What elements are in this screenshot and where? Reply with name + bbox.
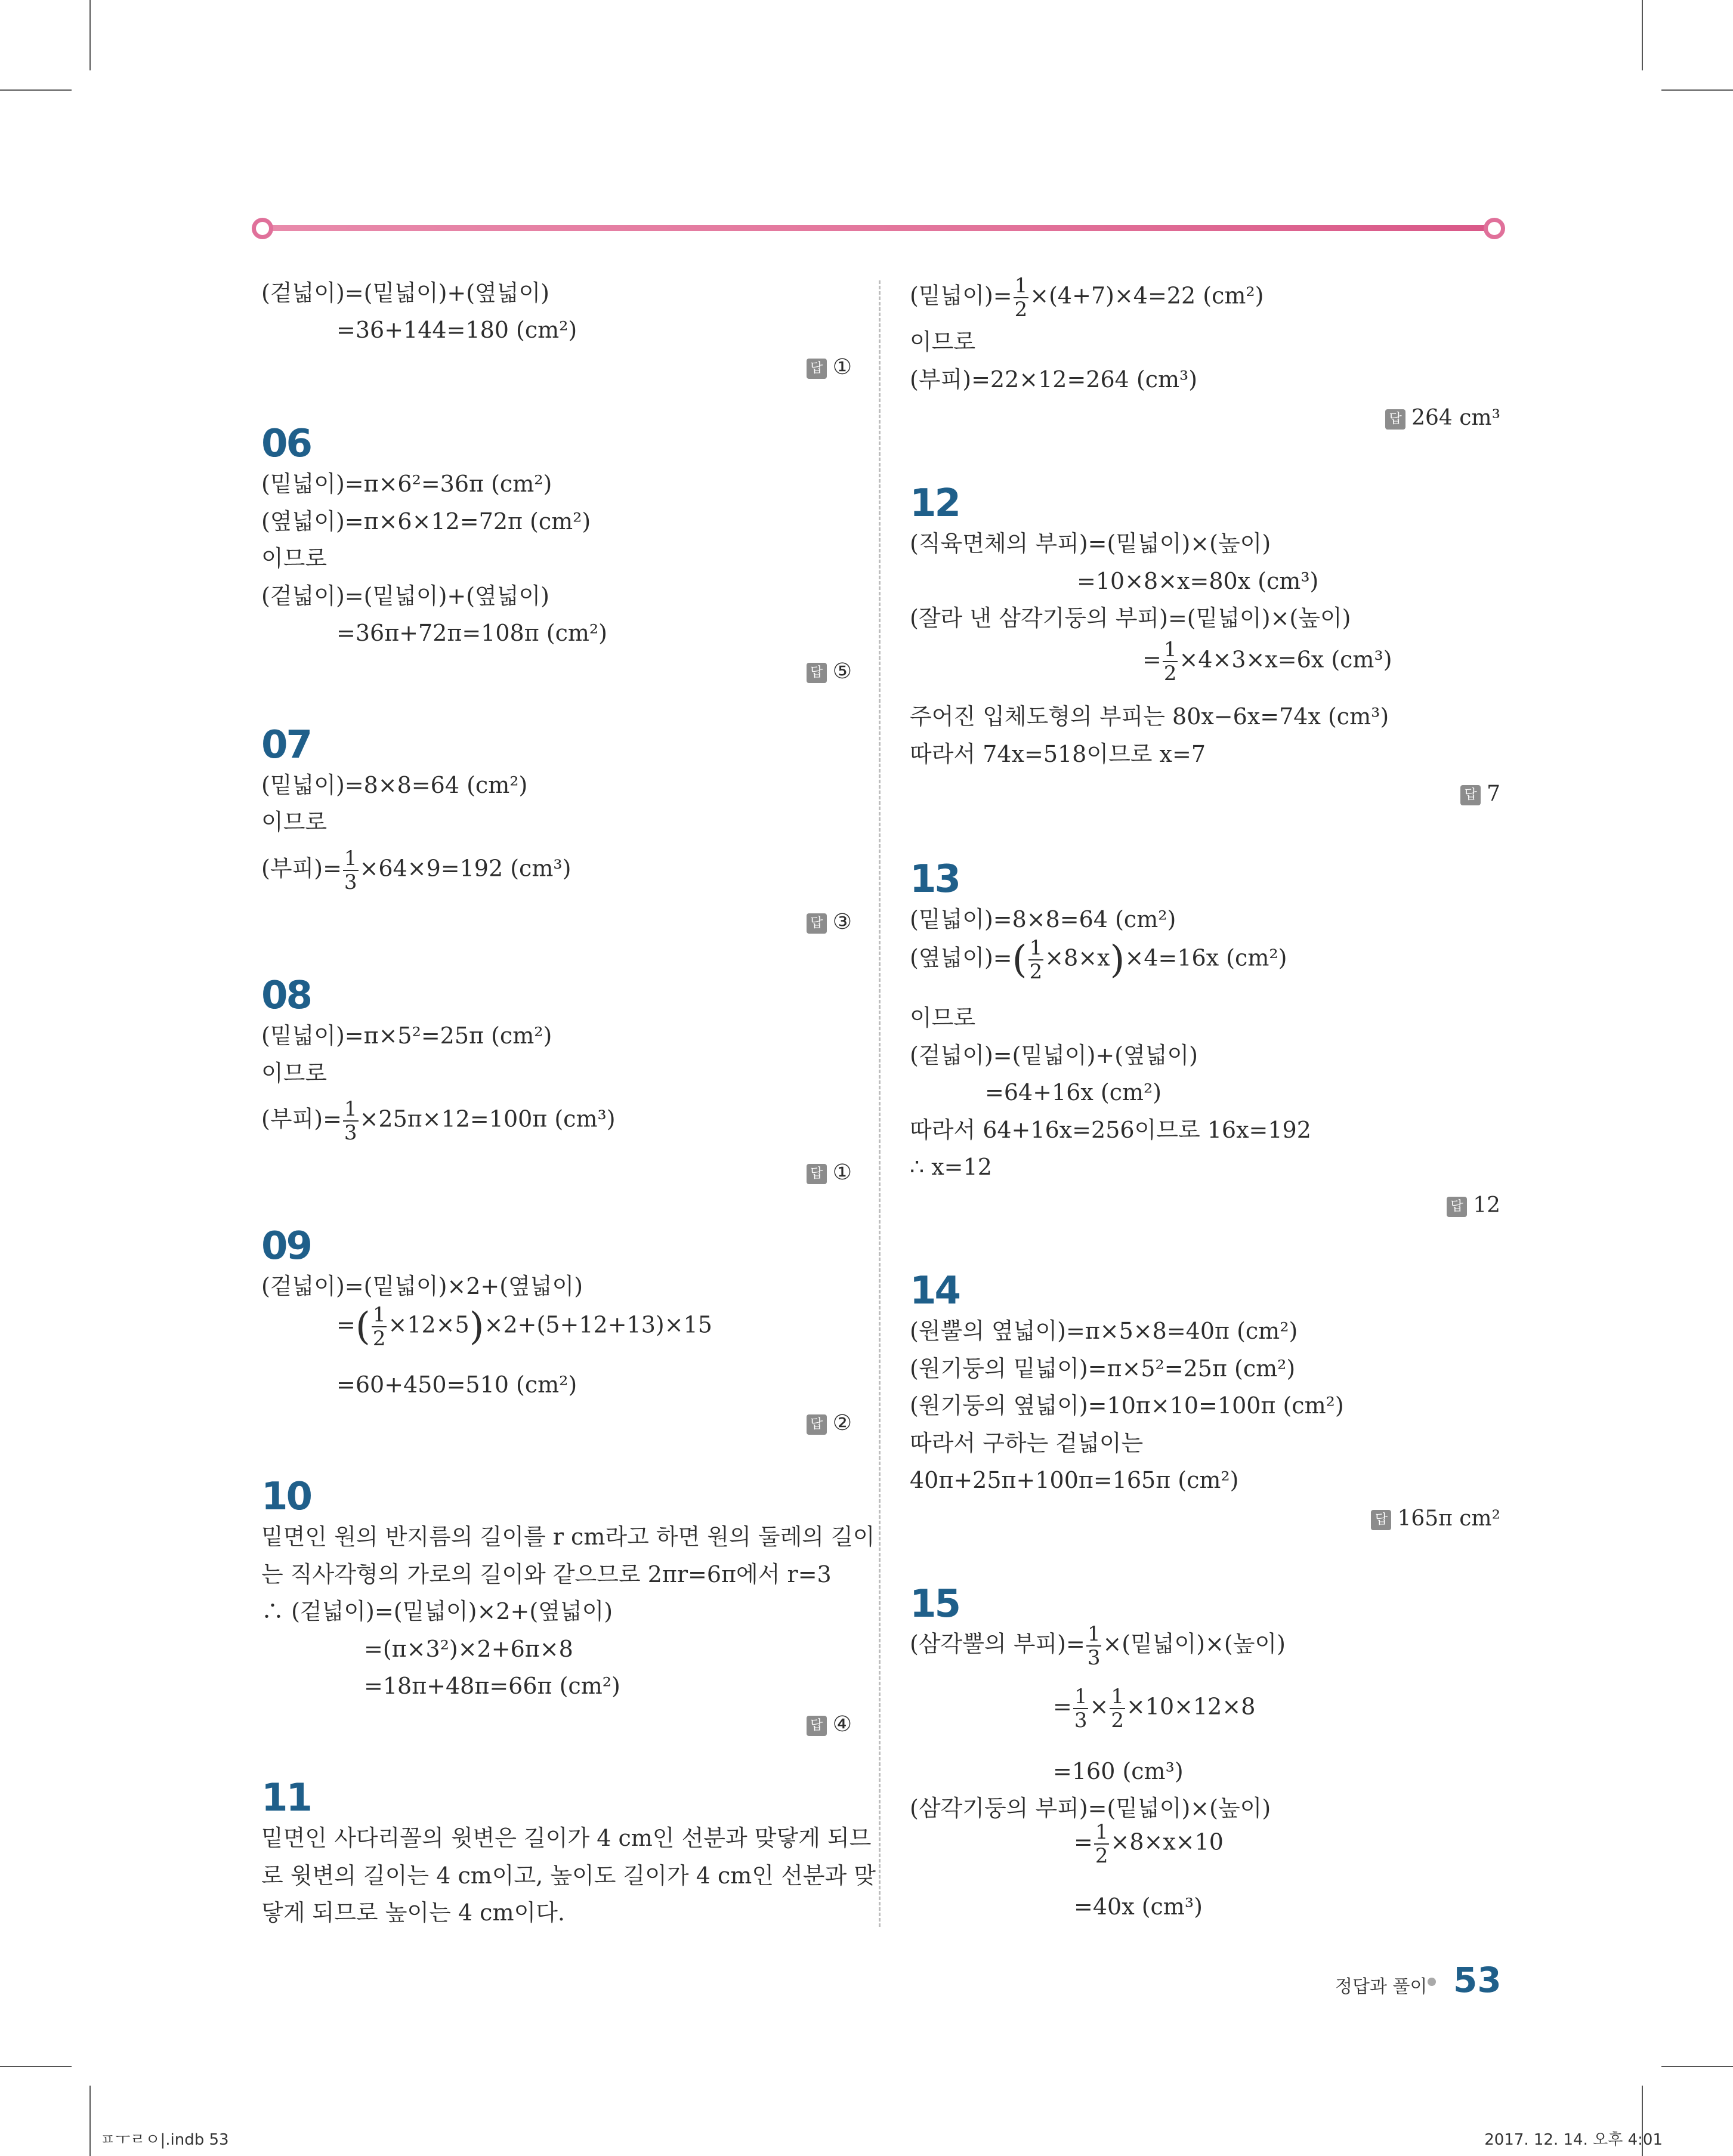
crop-mark — [1642, 0, 1643, 70]
text-segment: ×4=16x (cm²) — [1125, 944, 1287, 971]
text-segment: = — [1142, 646, 1161, 673]
answer — [807, 1411, 852, 1435]
solution-line: (밑넓이)=π×5²=25π (cm²) — [261, 1023, 552, 1049]
text-segment: (옆넓이)= — [910, 944, 1012, 971]
answer-value: 12 — [1473, 1193, 1500, 1218]
solution-line: 이므로 — [261, 809, 328, 835]
solution-line: (겉넓이)=(밑넓이)+(옆넓이) — [261, 583, 550, 609]
text-segment: (부피)= — [261, 1105, 342, 1132]
solution-line: (옆넓이)=π×6×12=72π (cm²) — [261, 508, 591, 535]
solution-line: =(π×3²)×2+6π×8 — [364, 1636, 573, 1662]
solution-line: =18π+48π=66π (cm²) — [364, 1673, 620, 1699]
numerator: 1 — [372, 1303, 386, 1327]
fraction — [1028, 938, 1044, 982]
solution-line: =40x (cm³) — [1074, 1894, 1203, 1920]
solution-line: 는 직사각형의 가로의 길이와 같으므로 2πr=6π에서 r=3 — [261, 1561, 832, 1587]
fraction — [1094, 1822, 1110, 1866]
question-number: 12 — [910, 481, 960, 526]
solution-line: 주어진 입체도형의 부피는 80x−6x=74x (cm³) — [910, 703, 1389, 730]
solution-line: =36+144=180 (cm²) — [336, 317, 577, 343]
solution-line: 이므로 — [910, 1005, 976, 1031]
solution-line: (겉넓이)=(밑넓이)+(옆넓이) — [910, 1042, 1198, 1068]
text-segment: ×8×x×10 — [1110, 1828, 1224, 1855]
print-file-info: ㅍㅜㄹㅇ|.indb 53 — [100, 2131, 229, 2149]
text-segment: ×25π×12=100π (cm³) — [359, 1105, 616, 1132]
answer-tag-icon: 답 — [1385, 409, 1405, 430]
answer-value: 264 cm³ — [1411, 406, 1500, 430]
numerator: 1 — [344, 847, 357, 870]
solution-line: (원뿔의 옆넓이)=π×5×8=40π (cm²) — [910, 1318, 1298, 1344]
text-segment: ×(4+7)×4=22 (cm²) — [1030, 282, 1264, 309]
solution-line: (직육면체의 부피)=(밑넓이)×(높이) — [910, 530, 1271, 557]
section-label: 정답과 풀이 — [1335, 1976, 1428, 1997]
solution-line — [910, 938, 1287, 982]
text-segment: ×64×9=192 (cm³) — [359, 855, 572, 882]
denominator: 3 — [344, 1121, 357, 1145]
numerator: 1 — [1074, 1685, 1088, 1709]
fraction — [1014, 276, 1029, 320]
solution-line: ∴ x=12 — [910, 1154, 992, 1180]
answer — [807, 659, 852, 684]
question-number: 06 — [261, 422, 311, 466]
answer-tag-icon: 답 — [807, 913, 827, 934]
crop-mark — [89, 0, 91, 70]
crop-mark — [0, 2066, 72, 2067]
question-number: 11 — [261, 1776, 311, 1820]
answer — [1371, 1506, 1500, 1531]
question-number: 14 — [910, 1269, 960, 1313]
question-number: 09 — [261, 1224, 311, 1268]
text-segment: ×(밑넓이)×(높이) — [1102, 1630, 1286, 1657]
solution-line: 따라서 구하는 겉넓이는 — [910, 1430, 1144, 1456]
answer-value: 165π cm² — [1397, 1506, 1500, 1531]
header-bar — [257, 221, 1500, 233]
text-segment: = — [336, 1311, 356, 1338]
header-bar-dot-right — [1484, 218, 1505, 239]
denominator: 2 — [1111, 1709, 1124, 1732]
solution-line: (부피)=22×12=264 (cm³) — [910, 366, 1198, 393]
solution-line — [910, 276, 1264, 320]
text-segment: ×12×5 — [388, 1311, 469, 1338]
numerator: 1 — [344, 1097, 357, 1121]
answer-tag-icon: 답 — [1447, 1197, 1467, 1217]
answer — [807, 1712, 852, 1737]
denominator: 2 — [372, 1327, 386, 1351]
solution-line: =36π+72π=108π (cm²) — [336, 620, 607, 646]
answer — [807, 910, 852, 934]
crop-mark — [1661, 89, 1733, 91]
fraction — [1163, 640, 1178, 684]
question-number: 10 — [261, 1475, 311, 1519]
solution-line — [261, 1099, 616, 1143]
solution-line — [1074, 1822, 1224, 1866]
solution-line: 40π+25π+100π=165π (cm²) — [910, 1467, 1239, 1493]
right-paren: ) — [469, 1305, 484, 1349]
fraction — [1073, 1687, 1089, 1731]
answer-tag-icon: 답 — [1460, 785, 1481, 805]
crop-mark — [89, 2086, 91, 2156]
solution-line: (밑넓이)=π×6²=36π (cm²) — [261, 471, 552, 497]
solution-line: =10×8×x=80x (cm³) — [1077, 568, 1319, 594]
fraction — [343, 848, 359, 892]
denominator: 2 — [1163, 662, 1177, 685]
answer-tag-icon: 답 — [1371, 1510, 1391, 1530]
numerator: 1 — [1087, 1622, 1101, 1646]
answer-value: ① — [832, 355, 852, 379]
print-date: 2017. 12. 14. 오후 4:01 — [1484, 2131, 1663, 2149]
header-bar-line — [262, 225, 1494, 231]
solution-line: =60+450=510 (cm²) — [336, 1372, 577, 1398]
denominator: 3 — [1074, 1709, 1088, 1732]
numerator: 1 — [1095, 1820, 1108, 1844]
answer — [807, 1160, 852, 1185]
solution-line — [336, 1305, 712, 1349]
separator-dot-icon — [1428, 1978, 1436, 1986]
solution-line: 이므로 — [261, 545, 328, 572]
text-segment: (부피)= — [261, 855, 342, 882]
answer-value: ③ — [832, 910, 852, 934]
header-bar-dot-left — [252, 218, 273, 239]
text-segment: (밑넓이)= — [910, 282, 1012, 309]
answer-value: ⑤ — [832, 659, 852, 684]
fraction — [343, 1099, 359, 1143]
solution-line: (밑넓이)=8×8=64 (cm²) — [910, 906, 1176, 932]
solution-line: =160 (cm³) — [1053, 1758, 1184, 1784]
numerator: 1 — [1014, 274, 1028, 298]
numerator: 1 — [1163, 638, 1177, 662]
text-segment: ×8×x — [1045, 944, 1110, 971]
text-segment: ×4×3×x=6x (cm³) — [1179, 646, 1392, 673]
denominator: 2 — [1029, 960, 1043, 984]
denominator: 3 — [344, 870, 357, 894]
fraction — [1086, 1624, 1102, 1668]
text-segment: × — [1089, 1693, 1109, 1720]
solution-line — [1053, 1687, 1255, 1731]
answer-value: ④ — [832, 1712, 852, 1737]
answer-tag-icon: 답 — [807, 1716, 827, 1736]
crop-mark — [1661, 2066, 1733, 2067]
text-segment: ×10×12×8 — [1126, 1693, 1256, 1720]
denominator: 2 — [1014, 298, 1028, 322]
solution-line — [910, 1624, 1286, 1668]
solution-line: (겉넓이)=(밑넓이)+(옆넓이) — [261, 280, 550, 306]
solution-line: 밑면인 원의 반지름의 길이를 r cm라고 하면 원의 둘레의 길이 — [261, 1524, 875, 1550]
answer-tag-icon: 답 — [807, 359, 827, 379]
solution-line: 로 윗변의 길이는 4 cm이고, 높이도 길이가 4 cm인 선분과 맞 — [261, 1862, 876, 1889]
solution-line: 따라서 64+16x=256이므로 16x=192 — [910, 1117, 1311, 1143]
solution-line: (원기둥의 옆넓이)=10π×10=100π (cm²) — [910, 1392, 1344, 1419]
text-segment: = — [1074, 1828, 1093, 1855]
solution-line: (삼각기둥의 부피)=(밑넓이)×(높이) — [910, 1795, 1271, 1821]
left-paren: ( — [355, 1305, 370, 1349]
numerator: 1 — [1111, 1685, 1124, 1709]
solution-line: (겉넓이)=(밑넓이)×2+(옆넓이) — [261, 1273, 583, 1299]
denominator: 2 — [1095, 1844, 1108, 1868]
column-divider — [879, 280, 881, 1927]
answer — [1385, 406, 1500, 430]
solution-line: 이므로 — [910, 329, 976, 355]
answer-value: ② — [832, 1411, 852, 1435]
answer-tag-icon: 답 — [807, 1414, 827, 1435]
text-segment: = — [1053, 1693, 1072, 1720]
fraction — [372, 1305, 387, 1349]
answer-value: 7 — [1487, 782, 1500, 806]
question-number: 15 — [910, 1582, 960, 1626]
solution-line: 이므로 — [261, 1060, 328, 1086]
solution-line: 따라서 74x=518이므로 x=7 — [910, 741, 1206, 767]
question-number: 07 — [261, 723, 311, 767]
answer — [1460, 782, 1500, 806]
left-paren: ( — [1012, 938, 1027, 982]
fraction — [1110, 1687, 1125, 1731]
solution-line: (잘라 낸 삼각기둥의 부피)=(밑넓이)×(높이) — [910, 605, 1351, 631]
answer — [1447, 1193, 1500, 1218]
solution-line: =64+16x (cm²) — [985, 1079, 1162, 1105]
answer — [807, 355, 852, 379]
denominator: 3 — [1087, 1646, 1101, 1670]
crop-mark — [0, 89, 72, 91]
solution-line — [261, 848, 571, 892]
solution-line: ∴ (겉넓이)=(밑넓이)×2+(옆넓이) — [261, 1598, 613, 1624]
question-number: 08 — [261, 974, 311, 1018]
question-number: 13 — [910, 857, 960, 901]
solution-line: 밑면인 사다리꼴의 윗변은 길이가 4 cm인 선분과 맞닿게 되므 — [261, 1825, 872, 1851]
text-segment: (삼각뿔의 부피)= — [910, 1630, 1085, 1657]
answer-tag-icon: 답 — [807, 663, 827, 683]
solution-line — [1142, 640, 1392, 684]
solution-line: 닿게 되므로 높이는 4 cm이다. — [261, 1899, 565, 1926]
numerator: 1 — [1029, 936, 1043, 960]
solution-line: (밑넓이)=8×8=64 (cm²) — [261, 772, 528, 798]
page-number: 53 — [1453, 1960, 1502, 2000]
text-segment: ×2+(5+12+13)×15 — [484, 1311, 712, 1338]
answer-value: ① — [832, 1160, 852, 1185]
right-paren: ) — [1110, 938, 1125, 982]
solution-line: (원기둥의 밑넓이)=π×5²=25π (cm²) — [910, 1355, 1296, 1382]
answer-tag-icon: 답 — [807, 1164, 827, 1184]
